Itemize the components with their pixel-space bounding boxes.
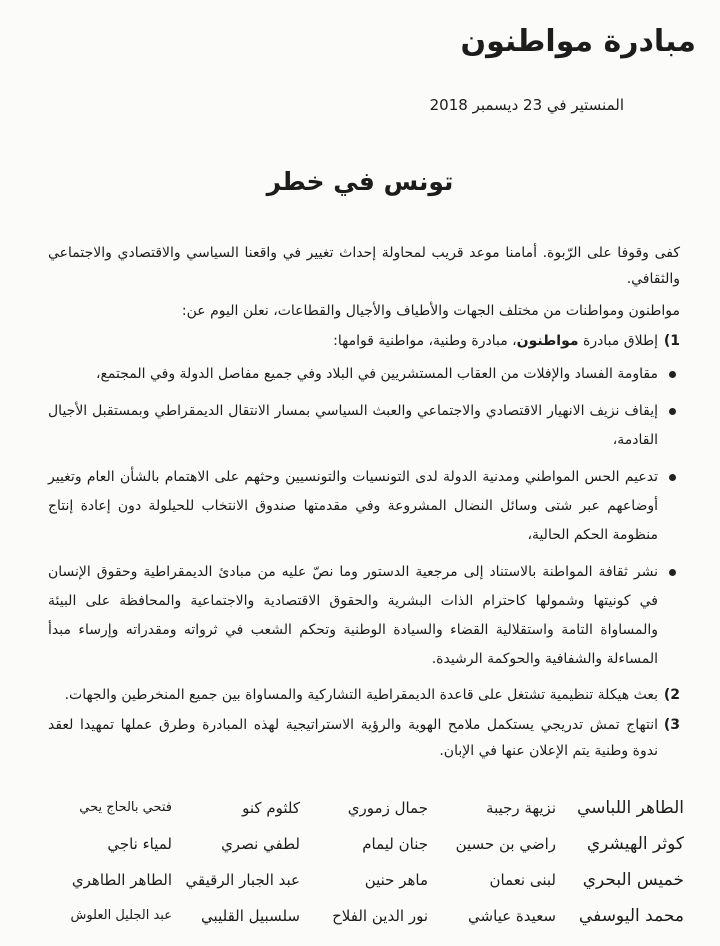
item-text: انتهاج تمش تدريجي يستكمل ملامح الهوية والرؤية الاستراتيجية لهذه المبادرة وطرق عملها تمهيدا لعقد ندوة وطنية يتم الإعلان عنها في الإبان. — [48, 717, 658, 759]
item-number: 2) — [663, 687, 680, 703]
goals-list — [48, 360, 680, 674]
item-number: 3) — [663, 717, 680, 733]
signatory-name: الطاهر اللباسي — [576, 798, 684, 818]
announcement-paragraph: مواطنون ومواطنات من مختلف الجهات والأطياف والأجيال والقطاعات، نعلن اليوم عن: — [181, 303, 680, 319]
signatory-name: لمياء ناجي — [107, 835, 172, 853]
list-item — [48, 463, 680, 550]
signatory-name: نور الدين الفلاح — [332, 907, 428, 925]
body-text — [48, 240, 680, 768]
signatory-name: راضي بن حسين — [455, 835, 556, 853]
list-item-text: تدعيم الحس المواطني ومدنية الدولة لدى التونسيات والتونسيين وحثهم على الاهتمام بالشأن العام وتغيير أوضاعهم عبر شتى وسائل النضال المشروعة وفي مقدمتها صندوق الانتخاب للحيلولة دون إعادة إنتاج منظومة الحكم الحالية، — [48, 469, 658, 543]
signatory-name: كلثوم كنو — [242, 799, 300, 817]
item-text: بعث هيكلة تنظيمية تشتغل على قاعدة الديمقراطية التشاركية والمساواة بين جميع المنخرطين والجهات. — [64, 687, 658, 703]
dateline: المنستير في 23 ديسمبر 2018 — [429, 96, 624, 114]
signatory-name: سعيدة عياشي — [468, 907, 556, 925]
signatory-name: جمال زموري — [347, 799, 428, 817]
initiative-title: مبادرة مواطنون — [460, 24, 696, 59]
signatory-name: لبنى نعمان — [489, 871, 556, 889]
signatories-grid — [44, 790, 684, 934]
intro-paragraph: كفى وقوفا على الرّبوة. أمامنا موعد قريب لمحاولة إحداث تغيير في واقعنا السياسي والاقتصادي والاجتماعي والثقافي. — [48, 245, 680, 287]
numbered-item-2 — [48, 682, 680, 708]
signatory-name: محمد اليوسفي — [578, 906, 684, 926]
signatory-name: نزيهة رجيبة — [486, 799, 556, 817]
signatory-name: ماهر حنين — [364, 871, 428, 889]
bullet-icon — [669, 408, 676, 415]
list-item — [48, 360, 680, 389]
list-item — [48, 558, 680, 674]
list-item-text: نشر ثقافة المواطنة بالاستناد إلى مرجعية الدستور وما نصّ عليه من مبادئ الديمقراطية وحقوق الإنسان في كونيتها وشمولها كاحترام الذات البشرية والحقوق الاقتصادية والاجتماعية والمحافظة على البيئة والمساواة التامة واستقلالية القضاء والسيادة الوطنية وتحكم الشعب في ثرواته ومقدراته وإرساء مبدأ المساءلة والشفافية والحوكمة الرشيدة. — [48, 564, 658, 667]
numbered-item-3 — [48, 712, 680, 764]
signatory-name: فتحي بالحاج يحي — [79, 800, 172, 815]
item-number: 1) — [663, 333, 680, 349]
signatory-name: كوثر الهيشري — [586, 834, 684, 854]
signatory-name: الطاهر الطاهري — [71, 871, 172, 889]
item-text-prefix: إطلاق مبادرة — [578, 333, 658, 349]
headline: تونس في خطر — [266, 167, 454, 196]
list-item — [48, 397, 680, 455]
bullet-icon — [669, 474, 676, 481]
bullet-icon — [669, 569, 676, 576]
signatory-name: سلسبيل القليبي — [201, 907, 300, 925]
numbered-item-1 — [48, 328, 680, 354]
bullet-icon — [669, 371, 676, 378]
item-text-suffix: ، مبادرة وطنية، مواطنية قوامها: — [333, 333, 517, 349]
signatory-name: عبد الجبار الرقيقي — [185, 871, 300, 889]
signatory-name: عبد الجليل العلوش — [70, 908, 172, 923]
list-item-text: مقاومة الفساد والإفلات من العقاب المستشريين في البلاد وفي جميع مفاصل الدولة وفي المجتمع، — [95, 366, 658, 382]
signatory-name: خميس البحري — [582, 870, 684, 890]
item-text-bold: مواطنون — [516, 333, 579, 349]
signatory-name: لطفي نصري — [221, 835, 300, 853]
signatory-name: جنان ليمام — [362, 835, 428, 853]
list-item-text: إيقاف نزيف الانهيار الاقتصادي والاجتماعي والعبث السياسي بمسار الانتقال الديمقراطي وبمستقبل الأجيال القادمة، — [48, 403, 658, 448]
